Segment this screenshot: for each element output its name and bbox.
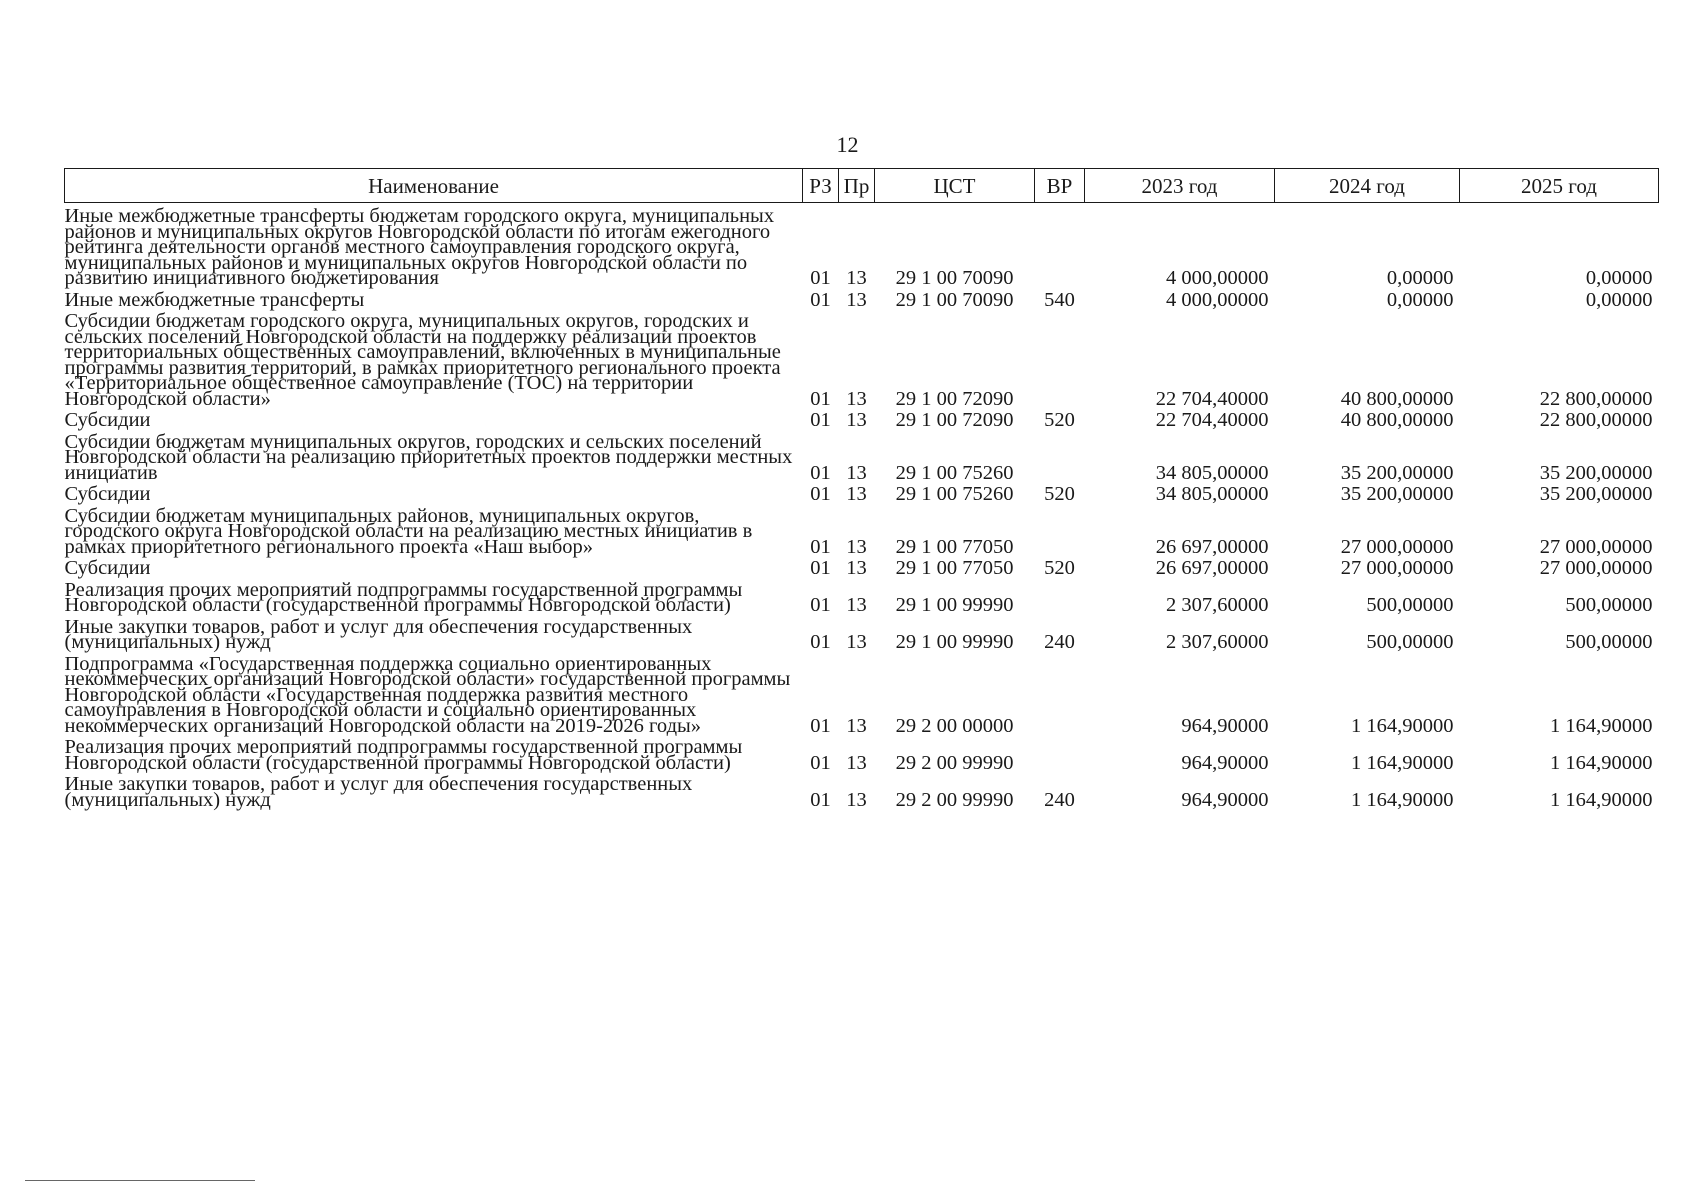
header-name: Наименование	[65, 169, 803, 203]
row-2024: 1 164,90000	[1351, 788, 1454, 811]
row-2024: 40 800,00000	[1340, 387, 1454, 410]
row-2024: 0,00000	[1386, 288, 1454, 311]
row-cst: 29 1 00 72090	[895, 409, 1014, 431]
row-vr	[1035, 734, 1085, 771]
table-row	[65, 287, 1659, 309]
row-2023: 4 000,00000	[1166, 267, 1269, 289]
row-2024: 1 164,90000	[1351, 714, 1454, 737]
header-rz: РЗ	[803, 169, 839, 203]
row-vr	[1035, 503, 1085, 556]
row-rz: 01	[810, 387, 831, 410]
row-2025: 0,00000	[1585, 288, 1653, 311]
row-rz: 01	[810, 788, 831, 811]
header-2023: 2023 год	[1085, 169, 1275, 203]
row-name: Субсидии	[64, 409, 151, 431]
row-rz: 01	[810, 557, 831, 579]
row-cst: 29 1 00 72090	[895, 387, 1014, 410]
row-name: Подпрограмма «Государственная поддержка социально ориентированных некоммерческих организаций Новгородской области» государственной программы Новгородской области «Государственная поддержка развития местного самоуправления в Новгородской области и социально ориентированных некоммерческих организаций Новгородской области на 2019-2026 годы»	[64, 652, 791, 737]
row-2024: 0,00000	[1386, 267, 1454, 289]
row-2024: 500,00000	[1366, 594, 1454, 616]
table-row	[65, 555, 1659, 577]
table-row	[65, 503, 1659, 556]
row-pr: 13	[846, 461, 867, 484]
table-row	[65, 614, 1659, 651]
row-2023: 2 307,60000	[1166, 594, 1269, 616]
row-pr: 13	[846, 288, 867, 311]
table-row	[65, 481, 1659, 503]
table-row	[65, 651, 1659, 735]
row-vr: 520	[1044, 557, 1075, 579]
row-vr: 540	[1044, 288, 1075, 311]
row-pr: 13	[846, 535, 867, 558]
row-cst: 29 1 00 77050	[895, 535, 1014, 558]
row-rz: 01	[810, 483, 831, 505]
row-name: Реализация прочих мероприятий подпрограммы государственной программы Новгородской области (государственной программы Новгородской области)	[64, 736, 743, 774]
row-2024: 500,00000	[1366, 631, 1454, 653]
row-pr: 13	[846, 483, 867, 505]
table-header-row	[65, 169, 1659, 203]
footnote-divider	[25, 1180, 255, 1181]
row-2023: 22 704,40000	[1155, 387, 1269, 410]
table-row	[65, 203, 1659, 287]
row-cst: 29 1 00 99990	[895, 631, 1014, 653]
row-2024: 40 800,00000	[1340, 409, 1454, 431]
row-2025: 500,00000	[1565, 594, 1653, 616]
row-name: Субсидии	[64, 483, 151, 505]
row-2024: 35 200,00000	[1340, 483, 1454, 505]
budget-table	[64, 168, 1659, 811]
row-vr: 520	[1044, 409, 1075, 431]
row-vr	[1035, 577, 1085, 614]
row-name: Иные межбюджетные трансферты бюджетам городского округа, муниципальных районов и муниципальных округов Новгородской области по итогам ежегодного рейтинга деятельности органов местного самоуправления городского округа, муниципальных районов и муниципальных округов Новгородской области по развитию инициативного бюджетирования	[64, 205, 775, 289]
row-2024: 27 000,00000	[1340, 535, 1454, 558]
table-row	[65, 771, 1659, 808]
row-name: Субсидии	[64, 557, 151, 579]
row-cst: 29 1 00 70090	[895, 267, 1014, 289]
row-2025: 35 200,00000	[1539, 461, 1653, 484]
row-cst: 29 2 00 00000	[895, 714, 1014, 737]
row-vr: 240	[1044, 631, 1075, 653]
row-2023: 2 307,60000	[1166, 631, 1269, 653]
row-name: Иные закупки товаров, работ и услуг для обеспечения государственных (муниципальных) нужд	[64, 615, 693, 653]
header-2024: 2024 год	[1275, 169, 1460, 203]
row-pr: 13	[846, 387, 867, 410]
row-rz: 01	[810, 267, 831, 289]
row-cst: 29 1 00 77050	[895, 557, 1014, 579]
row-pr: 13	[846, 631, 867, 653]
row-2025: 27 000,00000	[1539, 535, 1653, 558]
row-2025: 1 164,90000	[1550, 714, 1653, 737]
row-name: Иные закупки товаров, работ и услуг для обеспечения государственных (муниципальных) нужд	[64, 773, 693, 811]
row-2025: 500,00000	[1565, 631, 1653, 653]
row-2024: 27 000,00000	[1340, 557, 1454, 579]
row-2023: 964,90000	[1181, 714, 1269, 737]
row-2023: 26 697,00000	[1155, 557, 1269, 579]
row-vr	[1035, 429, 1085, 482]
row-cst: 29 2 00 99990	[895, 788, 1014, 811]
row-2024: 35 200,00000	[1340, 461, 1454, 484]
row-name: Субсидии бюджетам городского округа, муниципальных округов, городских и сельских поселений Новгородской области на поддержку реализации проектов территориальных общественных самоуправлений, включенных в муниципальные программы развития территорий, в рамках приоритетного регионального проекта «Территориальное общественное самоуправление (ТОС) на территории Новгородской области»	[64, 310, 781, 410]
row-cst: 29 1 00 70090	[895, 288, 1014, 311]
row-pr: 13	[846, 714, 867, 737]
row-2025: 35 200,00000	[1539, 483, 1653, 505]
row-2025: 1 164,90000	[1550, 751, 1653, 774]
row-2023: 26 697,00000	[1155, 535, 1269, 558]
table-row	[65, 308, 1659, 407]
row-rz: 01	[810, 751, 831, 774]
row-pr: 13	[846, 267, 867, 289]
header-pr: Пр	[839, 169, 875, 203]
row-vr	[1035, 651, 1085, 735]
row-2024: 1 164,90000	[1351, 751, 1454, 774]
row-2023: 22 704,40000	[1155, 409, 1269, 431]
row-2025: 1 164,90000	[1550, 788, 1653, 811]
row-rz: 01	[810, 535, 831, 558]
row-rz: 01	[810, 631, 831, 653]
table-body	[65, 203, 1659, 809]
row-name: Субсидии бюджетам муниципальных округов, городских и сельских поселений Новгородской области на реализацию приоритетных проектов поддержки местных инициатив	[64, 430, 793, 484]
row-2025: 22 800,00000	[1539, 409, 1653, 431]
page-number: 12	[836, 132, 859, 157]
row-rz: 01	[810, 461, 831, 484]
row-vr	[1035, 308, 1085, 407]
row-name: Иные межбюджетные трансферты	[64, 288, 365, 311]
row-rz: 01	[810, 594, 831, 616]
row-pr: 13	[846, 751, 867, 774]
row-vr: 240	[1044, 788, 1075, 811]
row-vr: 520	[1044, 483, 1075, 505]
row-cst: 29 1 00 99990	[895, 594, 1014, 616]
row-cst: 29 1 00 75260	[895, 483, 1014, 505]
row-vr	[1035, 203, 1085, 287]
row-rz: 01	[810, 714, 831, 737]
row-2023: 964,90000	[1181, 751, 1269, 774]
row-cst: 29 1 00 75260	[895, 461, 1014, 484]
table-row	[65, 734, 1659, 771]
row-pr: 13	[846, 409, 867, 431]
row-name: Реализация прочих мероприятий подпрограммы государственной программы Новгородской области (государственной программы Новгородской области)	[64, 578, 743, 616]
header-2025: 2025 год	[1460, 169, 1659, 203]
header-cst: ЦСТ	[875, 169, 1035, 203]
row-pr: 13	[846, 788, 867, 811]
row-2025: 22 800,00000	[1539, 387, 1653, 410]
row-2025: 0,00000	[1585, 267, 1653, 289]
row-2023: 34 805,00000	[1155, 461, 1269, 484]
row-2023: 964,90000	[1181, 788, 1269, 811]
row-2023: 34 805,00000	[1155, 483, 1269, 505]
row-rz: 01	[810, 409, 831, 431]
row-pr: 13	[846, 594, 867, 616]
row-name: Субсидии бюджетам муниципальных районов, муниципальных округов, городского округа Новгородской области на реализацию местных инициатив в рамках приоритетного регионального проекта «Наш выбор»	[64, 504, 753, 558]
table-row	[65, 407, 1659, 429]
table-row	[65, 429, 1659, 482]
header-vr: ВР	[1035, 169, 1085, 203]
table-row	[65, 577, 1659, 614]
row-2025: 27 000,00000	[1539, 557, 1653, 579]
row-rz: 01	[810, 288, 831, 311]
row-pr: 13	[846, 557, 867, 579]
row-2023: 4 000,00000	[1166, 288, 1269, 311]
row-cst: 29 2 00 99990	[895, 751, 1014, 774]
